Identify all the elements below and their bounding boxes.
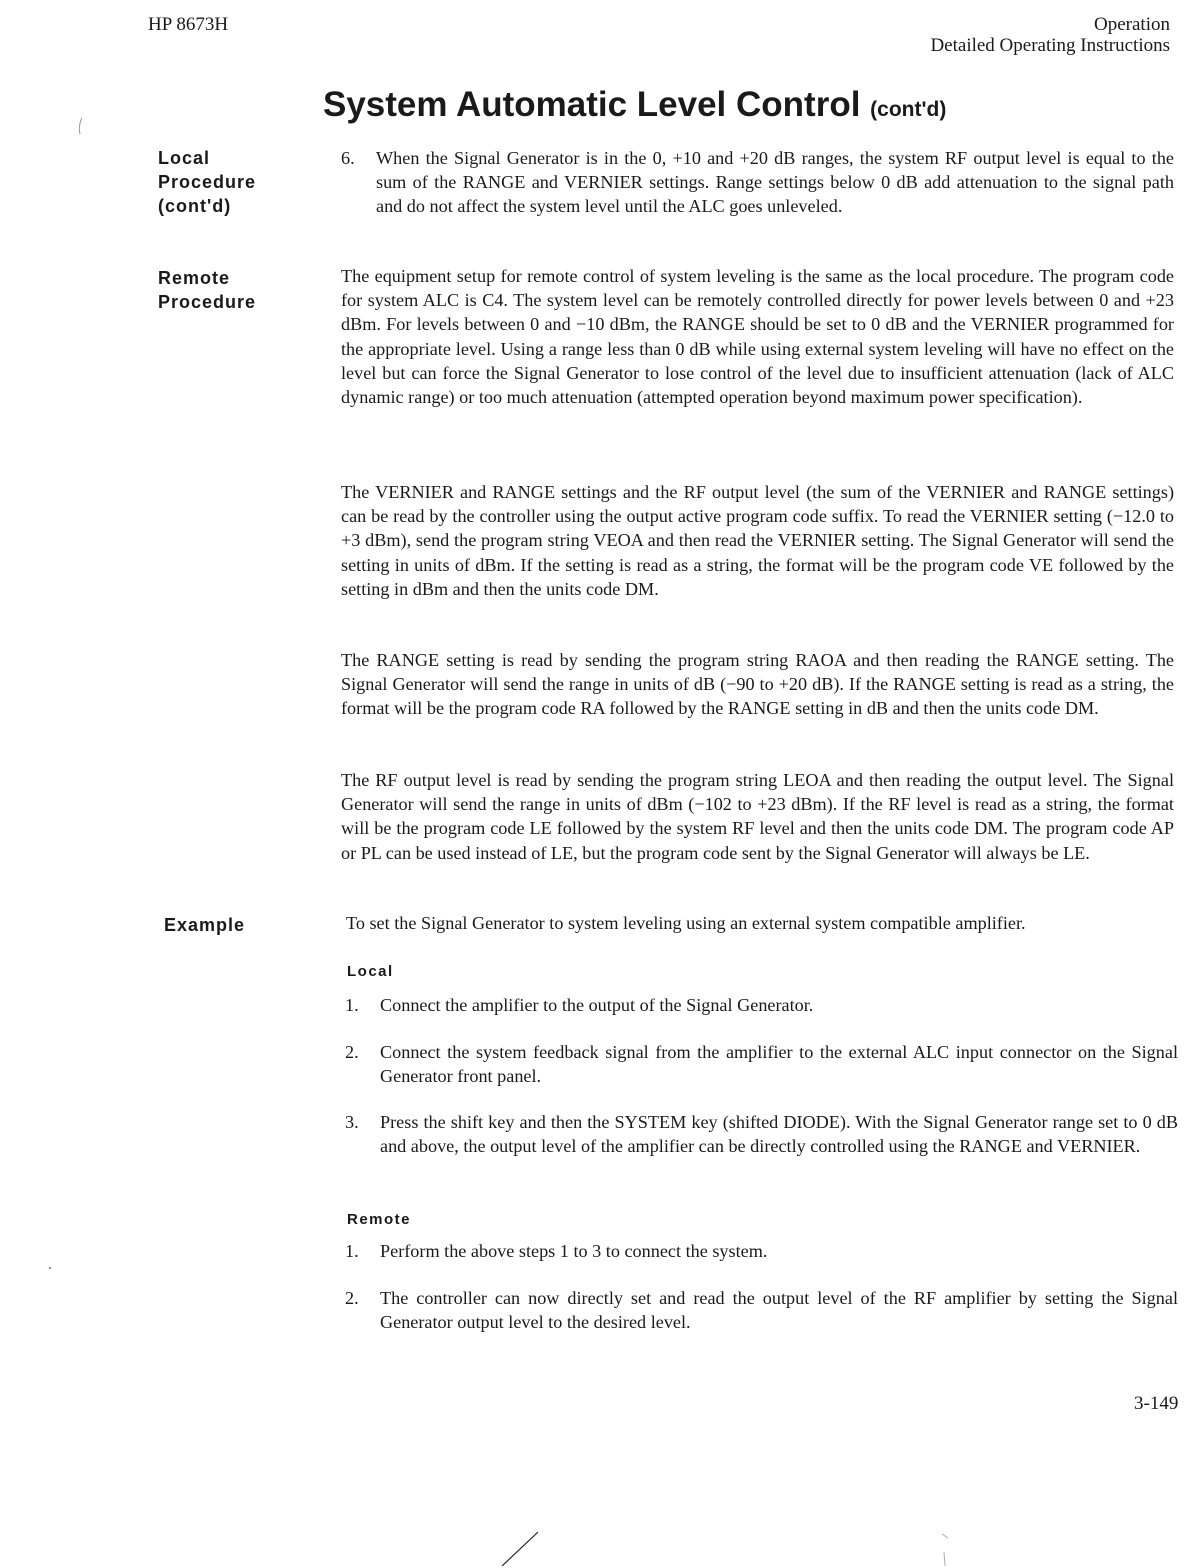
step-number: 2. xyxy=(345,1288,359,1308)
remote-procedure-label-line: Procedure xyxy=(158,292,257,312)
step-number: 1. xyxy=(345,995,359,1015)
step-text: Connect the amplifier to the output of the Signal Generator. xyxy=(380,995,814,1015)
scan-mark xyxy=(942,1534,948,1566)
page-title-main: System Automatic Level Control xyxy=(323,85,861,124)
example-local-heading: Local xyxy=(347,963,394,980)
remote-paragraph-3: The RANGE setting is read by sending the program string RAOA and then reading the RANGE setting. The Signal Generator will send the range in units of dB (−90 to +20 dB). If the RANGE setting is read as a string, the format will be the program code RA followed by the RANGE setting in dB and then the units code DM. xyxy=(341,650,1174,719)
scan-mark xyxy=(49,1267,51,1269)
page-number: 3-149 xyxy=(1134,1393,1179,1414)
step-text: Press the shift key and then the SYSTEM key (shifted DIODE). With the Signal Generator range set to 0 dB and above, the output level of the amplifier can be directly controlled using the RANGE and VERNIER. xyxy=(380,1112,1178,1157)
header-subsection: Detailed Operating Instructions xyxy=(930,35,1170,56)
example-intro: To set the Signal Generator to system leveling using an external system compatible amplifier. xyxy=(346,913,1026,933)
step-number: 2. xyxy=(345,1042,359,1062)
header-section: Operation xyxy=(1094,14,1170,35)
step-number: 6. xyxy=(341,148,355,168)
header-model: HP 8673H xyxy=(148,14,229,35)
example-remote-heading: Remote xyxy=(347,1211,412,1228)
remote-procedure-label-line: Remote xyxy=(158,268,231,288)
step-text: The controller can now directly set and read the output level of the RF amplifier by setting the Signal Generator output level to the desired level. xyxy=(380,1288,1178,1333)
step-number: 3. xyxy=(345,1112,359,1132)
step-text: Perform the above steps 1 to 3 to connect the system. xyxy=(380,1241,768,1261)
remote-paragraph-1: The equipment setup for remote control of system leveling is the same as the local procedure. The program code for system ALC is C4. The system level can be remotely controlled directly for power levels between 0 and +23 dBm. For levels between 0 and −10 dBm, the RANGE should be set to 0 dB and the VERNIER programmed for the appropriate level. Using a range less than 0 dB while using external system leveling will have no effect on the level but can force the Signal Generator to lose control of the level due to insufficient attenuation (lack of ALC dynamic range) or too much attenuation (attempted operation beyond maximum power specification). xyxy=(341,266,1174,408)
remote-paragraph-4: The RF output level is read by sending the program string LEOA and then reading the output level. The Signal Generator will send the range in units of dBm (−102 to +23 dBm). If the RF level is read as a string, the format will be the program code LE followed by the system RF level and then the units code DM. The program code AP or PL can be used instead of LE, but the program code sent by the Signal Generator will always be LE. xyxy=(341,770,1174,863)
local-procedure-label-line: (cont'd) xyxy=(158,196,232,216)
step-text: When the Signal Generator is in the 0, +10 and +20 dB ranges, the system RF output level is equal to the sum of the RANGE and VERNIER settings. Range settings below 0 dB add attenuation to the signal path and do not affect the system level until the ALC goes unleveled. xyxy=(376,148,1174,217)
scan-mark xyxy=(79,118,82,134)
remote-paragraph-2: The VERNIER and RANGE settings and the RF output level (the sum of the VERNIER and RANGE settings) can be read by the controller using the output active program code suffix. To read the VERNIER setting (−12.0 to +3 dBm), send the program string VEOA and then read the VERNIER setting. The Signal Generator will send the setting in units of dBm. If the setting is read as a string, the format will be the program code VE followed by the setting in dBm and then the units code DM. xyxy=(341,482,1174,599)
page-title-suffix: (cont'd) xyxy=(870,98,947,121)
step-number: 1. xyxy=(345,1241,359,1261)
example-label: Example xyxy=(164,915,246,935)
local-procedure-label-line: Local xyxy=(158,148,211,168)
scan-mark xyxy=(502,1532,538,1566)
local-procedure-label-line: Procedure xyxy=(158,172,257,192)
step-text: Connect the system feedback signal from the amplifier to the external ALC input connector on the Signal Generator front panel. xyxy=(380,1042,1178,1087)
